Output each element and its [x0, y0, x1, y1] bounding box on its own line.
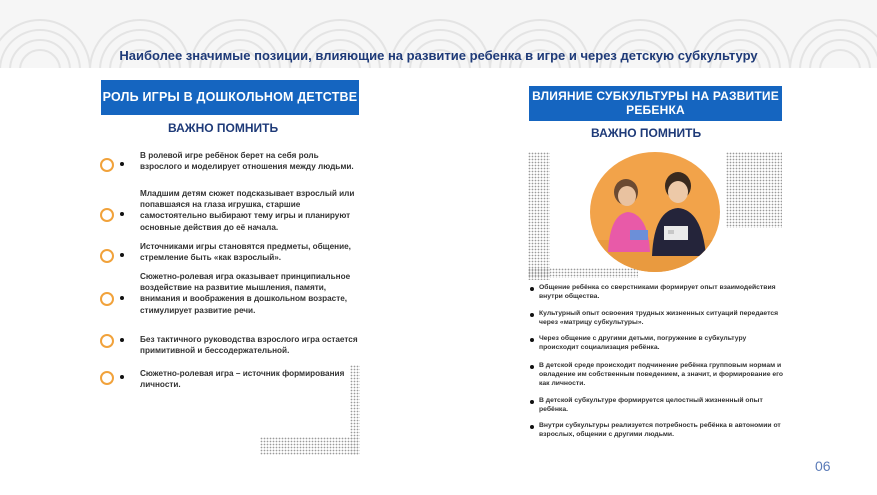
right-item-text: В детской среде происходит подчинение ребёнка групповым нормам и овладение им собственным поведением, а значит, и формирование его как личности.: [539, 362, 784, 388]
right-item-text: В детской субкультуре формируется целостный жизненный опыт ребёнка.: [539, 397, 763, 414]
left-item-text: Младшим детям сюжет подсказывает взрослый или попавшаяся на глаза игрушка, старшие самостоятельно выбирают тему игры и планируют основные действия до её начала.: [140, 189, 355, 232]
dot-grid-decoration: [726, 152, 782, 228]
dot-grid-decoration: [260, 437, 358, 455]
slide-heading: Наиболее значимые позиции, влияющие на развитие ребенка в игре и через детскую субкультуру: [119, 48, 758, 63]
bullet-dot-icon: [530, 425, 534, 429]
children-playing-illustration: [590, 152, 720, 272]
bullet-dot-icon: [120, 253, 124, 257]
left-list-item: [100, 150, 360, 180]
left-item-text: Сюжетно-ролевая игра оказывает принципиальное воздействие на развитие мышления, памяти, внимания и воображения в дошкольном возрасте, стимулирует развитие речи.: [140, 272, 351, 315]
bullet-dot-icon: [530, 338, 534, 342]
circle-ring-icon: [100, 208, 114, 222]
circle-ring-icon: [100, 249, 114, 263]
bullet-dot-icon: [120, 212, 124, 216]
left-list-item: [100, 271, 360, 323]
bullet-dot-icon: [120, 296, 124, 300]
bullet-dot-icon: [120, 162, 124, 166]
right-banner: ВЛИЯНИЕ СУБКУЛЬТУРЫ НА РАЗВИТИЕ РЕБЕНКА: [529, 86, 782, 121]
circle-ring-icon: [100, 158, 114, 172]
bullet-dot-icon: [530, 287, 534, 291]
left-list-item: [100, 188, 360, 233]
right-subtitle: ВАЖНО ПОМНИТЬ: [591, 126, 702, 140]
right-item-text: Внутри субкультуры реализуется потребность ребёнка в автономии от взрослых, общении с другими людьми.: [539, 422, 781, 439]
right-item-text: Общение ребёнка со сверстниками формирует опыт взаимодействия внутри общества.: [539, 284, 776, 301]
circle-ring-icon: [100, 292, 114, 306]
circle-ring-icon: [100, 371, 114, 385]
left-item-text: Без тактичного руководства взрослого игра остается примитивной и бессодержательной.: [140, 335, 358, 356]
bullet-dot-icon: [530, 313, 534, 317]
page-number: 06: [815, 458, 831, 474]
left-list-item: [100, 334, 360, 358]
left-subtitle: ВАЖНО ПОМНИТЬ: [168, 121, 279, 135]
bullet-dot-icon: [530, 400, 534, 404]
right-item-text: Через общение с другими детьми, погружение в субкультуру происходит социализация ребёнка.: [539, 335, 747, 352]
bullet-dot-icon: [120, 338, 124, 342]
bullet-dot-icon: [120, 375, 124, 379]
left-banner: РОЛЬ ИГРЫ В ДОШКОЛЬНОМ ДЕТСТВЕ: [101, 80, 359, 115]
circle-ring-icon: [100, 334, 114, 348]
left-item-text: В ролевой игре ребёнок берет на себя роль взрослого и моделирует отношения между людьми.: [140, 151, 354, 172]
dot-grid-decoration: [528, 152, 550, 280]
children-photo: [590, 152, 720, 272]
left-list-item: [100, 241, 360, 266]
bullet-dot-icon: [530, 365, 534, 369]
left-item-text: Сюжетно-ролевая игра – источник формирования личности.: [140, 369, 345, 390]
left-item-text: Источниками игры становятся предметы, общение, стремление быть «как взрослый».: [140, 242, 351, 263]
right-item-text: Культурный опыт освоения трудных жизненных ситуаций передается через «матрицу субкультуры».: [539, 310, 779, 327]
left-list-item: [100, 368, 360, 392]
